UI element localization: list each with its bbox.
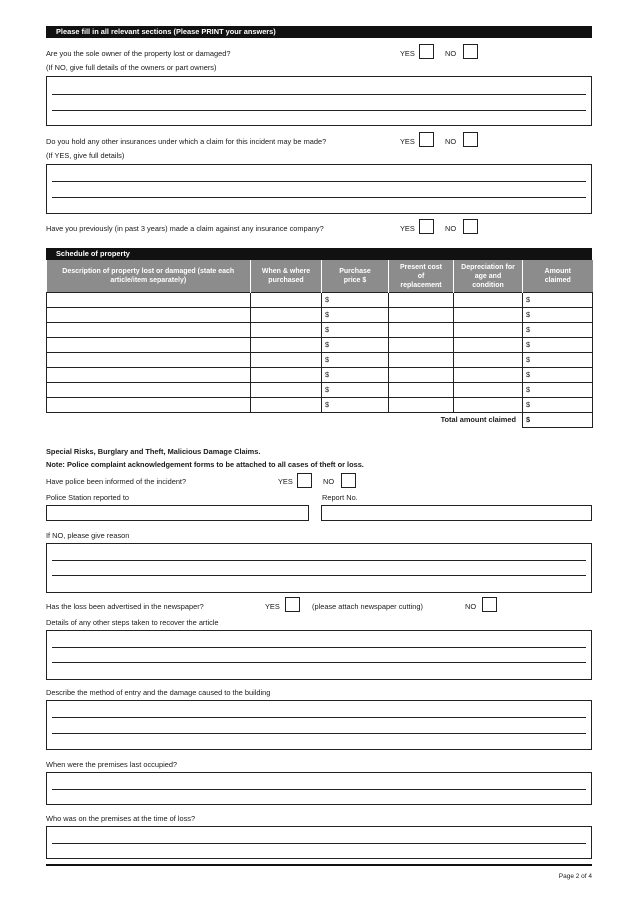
table-row bbox=[47, 353, 593, 368]
writing-line bbox=[52, 733, 586, 734]
writing-line bbox=[52, 662, 586, 663]
owners-details-field[interactable] bbox=[46, 76, 592, 126]
replacement-cost-cell[interactable] bbox=[389, 338, 454, 353]
purchase-price-cell[interactable] bbox=[322, 398, 389, 413]
replacement-cost-cell[interactable] bbox=[389, 308, 454, 323]
when-where-cell[interactable] bbox=[251, 338, 322, 353]
table-row bbox=[47, 293, 593, 308]
amount-claimed-cell[interactable] bbox=[523, 398, 593, 413]
replacement-cost-cell[interactable] bbox=[389, 383, 454, 398]
currency-symbol: $ bbox=[325, 310, 330, 319]
replacement-cost-cell[interactable] bbox=[389, 398, 454, 413]
yes-label: YES bbox=[400, 137, 415, 146]
depreciation-cell[interactable] bbox=[454, 398, 523, 413]
advertised-yes-checkbox[interactable] bbox=[285, 597, 300, 612]
header-amount-claimed: Amount claimed bbox=[523, 260, 593, 293]
police-station-label: Police Station reported to bbox=[46, 493, 129, 502]
insurance-details-field[interactable] bbox=[46, 164, 592, 214]
if-no-reason-label: If NO, please give reason bbox=[46, 531, 130, 540]
question-sole-owner-note: (If NO, give full details of the owners or part owners) bbox=[46, 63, 217, 72]
last-occupied-label: When were the premises last occupied? bbox=[46, 760, 178, 769]
when-where-cell[interactable] bbox=[251, 353, 322, 368]
header-depreciation: Depreciation for age and condition bbox=[454, 260, 523, 293]
purchase-price-cell[interactable] bbox=[322, 353, 389, 368]
description-cell[interactable] bbox=[47, 383, 251, 398]
purchase-price-cell[interactable] bbox=[322, 338, 389, 353]
when-where-cell[interactable] bbox=[251, 293, 322, 308]
table-row bbox=[47, 368, 593, 383]
currency-symbol: $ bbox=[526, 295, 531, 304]
writing-line bbox=[52, 717, 586, 718]
replacement-cost-cell[interactable] bbox=[389, 293, 454, 308]
attach-cutting-note: (please attach newspaper cutting) bbox=[312, 602, 423, 611]
depreciation-cell[interactable] bbox=[454, 323, 523, 338]
report-number-field[interactable] bbox=[321, 505, 592, 521]
writing-line bbox=[52, 94, 586, 95]
who-on-premises-label: Who was on the premises at the time of loss? bbox=[46, 814, 196, 823]
table-row bbox=[47, 308, 593, 323]
currency-symbol: $ bbox=[325, 295, 330, 304]
instructions-bar bbox=[46, 26, 592, 38]
writing-line bbox=[52, 789, 586, 790]
amount-claimed-cell[interactable] bbox=[523, 383, 593, 398]
instructions-text: Please fill in all relevant sections (Please PRINT your answers) bbox=[56, 27, 276, 36]
purchase-price-cell[interactable] bbox=[322, 368, 389, 383]
currency-symbol: $ bbox=[526, 385, 531, 394]
currency-symbol: $ bbox=[325, 370, 330, 379]
when-where-cell[interactable] bbox=[251, 368, 322, 383]
last-occupied-field[interactable] bbox=[46, 772, 592, 805]
no-label: NO bbox=[445, 137, 457, 146]
yes-label: YES bbox=[400, 224, 415, 233]
writing-line bbox=[52, 647, 586, 648]
replacement-cost-cell[interactable] bbox=[389, 368, 454, 383]
yes-label: YES bbox=[278, 477, 293, 486]
table-row bbox=[47, 398, 593, 413]
question-other-insurance: Do you hold any other insurances under which a claim for this incident may be made? bbox=[46, 137, 327, 146]
table-row bbox=[47, 338, 593, 353]
purchase-price-cell[interactable] bbox=[322, 308, 389, 323]
currency-symbol: $ bbox=[526, 370, 531, 379]
yes-label: YES bbox=[400, 49, 415, 58]
description-cell[interactable] bbox=[47, 368, 251, 383]
amount-claimed-cell[interactable] bbox=[523, 368, 593, 383]
currency-symbol: $ bbox=[526, 355, 531, 364]
page-number: Page 2 of 4 bbox=[558, 873, 592, 880]
depreciation-cell[interactable] bbox=[454, 353, 523, 368]
currency-symbol: $ bbox=[325, 340, 330, 349]
total-row bbox=[47, 413, 593, 428]
amount-claimed-cell[interactable] bbox=[523, 308, 593, 323]
header-purchase-price: Purchase price $ bbox=[322, 260, 389, 293]
currency-symbol: $ bbox=[526, 310, 531, 319]
writing-line bbox=[52, 560, 586, 561]
currency-symbol: $ bbox=[526, 400, 531, 409]
other-steps-label: Details of any other steps taken to recover the article bbox=[46, 618, 219, 627]
schedule-table bbox=[46, 260, 593, 428]
question-advertised: Has the loss been advertised in the newspaper? bbox=[46, 602, 204, 611]
depreciation-cell[interactable] bbox=[454, 383, 523, 398]
currency-symbol: $ bbox=[325, 325, 330, 334]
amount-claimed-cell[interactable] bbox=[523, 353, 593, 368]
police-station-field[interactable] bbox=[46, 505, 309, 521]
question-sole-owner: Are you the sole owner of the property lost or damaged? bbox=[46, 49, 231, 58]
description-cell[interactable] bbox=[47, 398, 251, 413]
no-label: NO bbox=[465, 602, 477, 611]
police-informed-yes-checkbox[interactable] bbox=[297, 473, 312, 488]
other-insurance-no-checkbox[interactable] bbox=[463, 132, 478, 147]
when-where-cell[interactable] bbox=[251, 398, 322, 413]
writing-line bbox=[52, 181, 586, 182]
schedule-title-bar bbox=[46, 248, 592, 260]
total-amount-cell[interactable] bbox=[523, 413, 593, 428]
header-when-where: When & where purchased bbox=[251, 260, 322, 293]
no-label: NO bbox=[445, 49, 457, 58]
depreciation-cell[interactable] bbox=[454, 308, 523, 323]
report-number-label: Report No. bbox=[322, 493, 358, 502]
schedule-title: Schedule of property bbox=[56, 249, 130, 258]
purchase-price-cell[interactable] bbox=[322, 383, 389, 398]
total-amount-label: Total amount claimed bbox=[440, 415, 516, 425]
previous-claim-yes-checkbox[interactable] bbox=[419, 219, 434, 234]
currency-symbol: $ bbox=[325, 355, 330, 364]
question-previous-claim: Have you previously (in past 3 years) made a claim against any insurance company? bbox=[46, 224, 324, 233]
when-where-cell[interactable] bbox=[251, 323, 322, 338]
other-insurance-yes-checkbox[interactable] bbox=[419, 132, 434, 147]
header-replacement-cost: Present cost of replacement bbox=[389, 260, 454, 293]
question-police-informed: Have police been informed of the incident? bbox=[46, 477, 187, 486]
depreciation-cell[interactable] bbox=[454, 293, 523, 308]
amount-claimed-cell[interactable] bbox=[523, 323, 593, 338]
police-informed-no-checkbox[interactable] bbox=[341, 473, 356, 488]
when-where-cell[interactable] bbox=[251, 308, 322, 323]
no-label: NO bbox=[445, 224, 457, 233]
depreciation-cell[interactable] bbox=[454, 368, 523, 383]
writing-line bbox=[52, 575, 586, 576]
question-other-insurance-note: (If YES, give full details) bbox=[46, 151, 125, 160]
writing-line bbox=[52, 843, 586, 844]
sole-owner-yes-checkbox[interactable] bbox=[419, 44, 434, 59]
description-cell[interactable] bbox=[47, 308, 251, 323]
currency-symbol: $ bbox=[526, 340, 531, 349]
entry-method-field[interactable] bbox=[46, 700, 592, 750]
yes-label: YES bbox=[265, 602, 280, 611]
depreciation-cell[interactable] bbox=[454, 338, 523, 353]
who-on-premises-field[interactable] bbox=[46, 826, 592, 859]
previous-claim-no-checkbox[interactable] bbox=[463, 219, 478, 234]
special-risks-title: Special Risks, Burglary and Theft, Malicious Damage Claims. bbox=[46, 447, 261, 456]
footer-rule bbox=[46, 864, 592, 866]
currency-symbol: $ bbox=[325, 385, 330, 394]
no-label: NO bbox=[323, 477, 335, 486]
sole-owner-no-checkbox[interactable] bbox=[463, 44, 478, 59]
replacement-cost-cell[interactable] bbox=[389, 353, 454, 368]
other-steps-field[interactable] bbox=[46, 630, 592, 680]
advertised-no-checkbox[interactable] bbox=[482, 597, 497, 612]
description-cell[interactable] bbox=[47, 353, 251, 368]
description-cell[interactable] bbox=[47, 323, 251, 338]
purchase-price-cell[interactable] bbox=[322, 293, 389, 308]
header-description: Description of property lost or damaged (state each article/item separately) bbox=[47, 260, 251, 293]
amount-claimed-cell[interactable] bbox=[523, 338, 593, 353]
description-cell[interactable] bbox=[47, 338, 251, 353]
currency-symbol: $ bbox=[325, 400, 330, 409]
entry-method-label: Describe the method of entry and the damage caused to the building bbox=[46, 688, 271, 697]
when-where-cell[interactable] bbox=[251, 383, 322, 398]
writing-line bbox=[52, 197, 586, 198]
police-note: Note: Police complaint acknowledgement forms to be attached to all cases of theft or loss. bbox=[46, 460, 364, 469]
replacement-cost-cell[interactable] bbox=[389, 323, 454, 338]
table-row bbox=[47, 383, 593, 398]
purchase-price-cell[interactable] bbox=[322, 323, 389, 338]
writing-line bbox=[52, 110, 586, 111]
reason-field[interactable] bbox=[46, 543, 592, 593]
table-row bbox=[47, 323, 593, 338]
currency-symbol: $ bbox=[526, 325, 531, 334]
amount-claimed-cell[interactable] bbox=[523, 293, 593, 308]
currency-symbol: $ bbox=[526, 415, 531, 424]
description-cell[interactable] bbox=[47, 293, 251, 308]
